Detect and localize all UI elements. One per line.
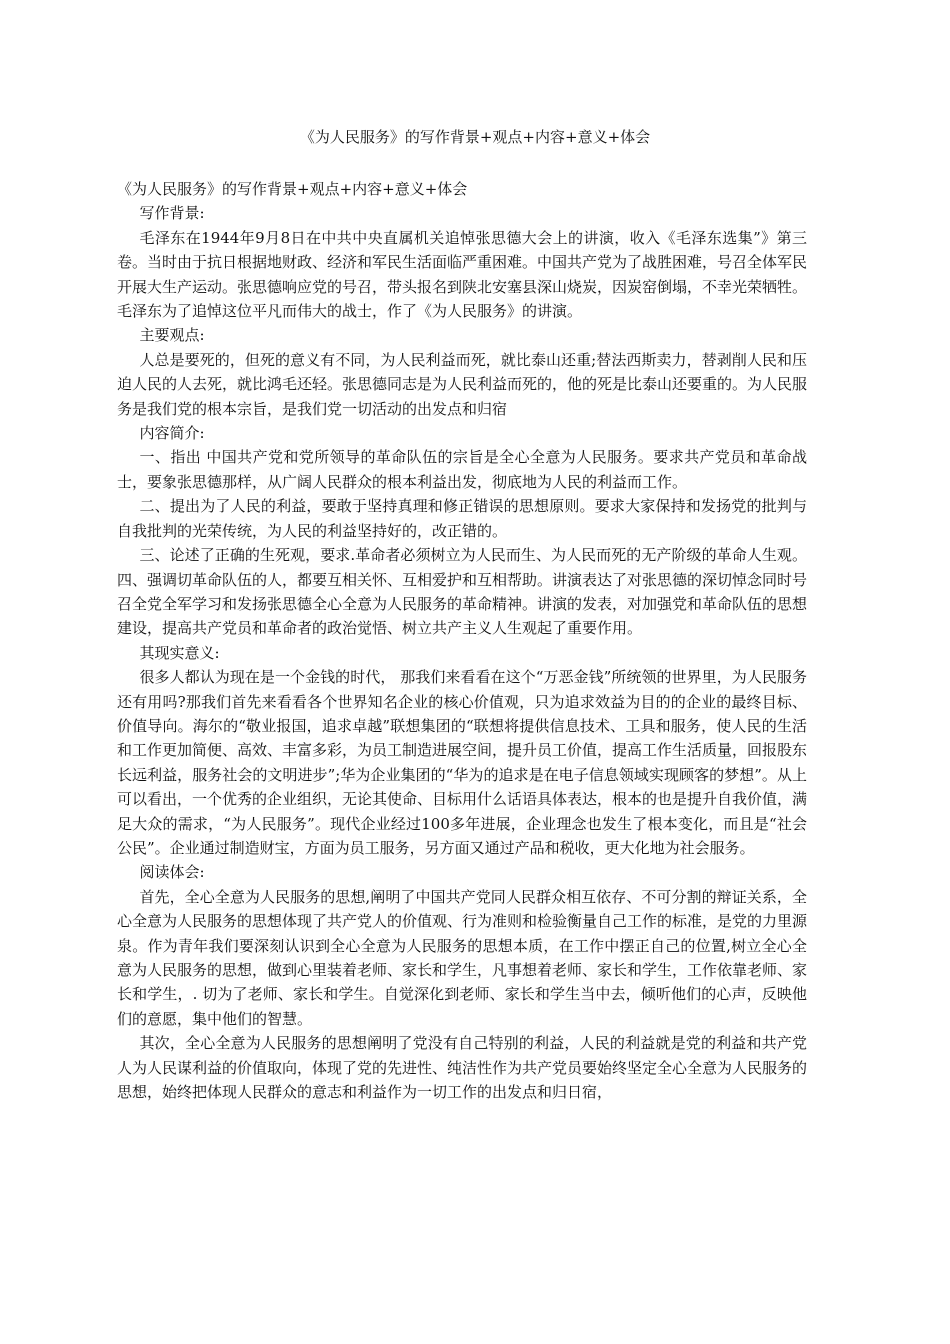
section-heading-main-views: 主要观点: [139,326,205,345]
reflection-paragraph-second: 其次，全心全意为人民服务的思想阐明了党没有自己特别的利益，人民的利益就是党的利益和共产党人为人民谋利益的价值取向，体现了党的先进性、纯洁性作为共产党员要始终坚定全心全意为人民服务的思想，始终把体现人民群众的意志和利益作为一切工作的出发点和归日宿， [117,1034,808,1102]
content-point-three: 三、论述了正确的生死观，要求.革命者必须树立为人民而生、为人民而死的无产阶级的革命人生观。四、强调切革命队伍的人，都要互相关怀、互相爱护和互相帮助。讲演表达了对张思德的深切悼念同时号召全党全军学习和发扬张思德全心全意为人民服务的革命精神。讲演的发表，对加强党和革命队伍的思想建设，提高共产党员和革命者的政治觉悟、树立共产主义人生观起了重要作用。 [117,546,808,638]
section-heading-background: 写作背景: [139,204,205,223]
page-title: 《为人民服务》的写作背景+观点+内容+意义+体会 [299,128,651,146]
background-paragraph: 毛泽东在1944年9月8日在中共中央直属机关追悼张思德大会上的讲演，收入《毛泽东选集”》第三卷。当时由于抗日根据地财政、经济和军民生活面临严重困难。中国共产党为了战胜困难，号召全体军民开展大生产运动。张思德响应党的号召，带头报名到陕北安塞县深山烧炭，因炭窑倒塌，不幸光荣牺牲。毛泽东为了追悼这位平凡而伟大的战士，作了《为人民服务》的讲演。 [117,228,808,321]
significance-paragraph: 很多人都认为现在是一个金钱的时代， 那我们来看看在这个“万恶金钱”所统领的世界里，为人民服务还有用吗?那我们首先来看看各个世界知名企业的核心价值观，只为追求效益为目的的企业的最终目标、价值导向。海尔的“敬业报国，追求卓越”联想集团的“联想将提供信息技术、工具和服务，使人民的生活和工作更加简便、高效、丰富多彩，为员工制造进展空间，提升员工价值，提高工作生活质量，回报股东长远利益，服务社会的文明进步”;华为企业集团的“华为的追求是在电子信息领域实现顾客的梦想”。从上可以看出，一个优秀的企业组织，无论其使命、目标用什么话语具体表达，根本的也是提升自我价值，满足大众的需求，“为人民服务”。现代企业经过100多年进展，企业理念也发生了根本变化，而且是“社会公民”。企业通过制造财宝，方面为员工服务，另方面又通过产品和税收，更大化地为社会服务。 [117,668,808,857]
main-views-paragraph: 人总是要死的，但死的意义有不同，为人民利益而死，就比泰山还重;替法西斯卖力，替剥削人民和压迫人民的人去死，就比鸿毛还轻。张思德同志是为人民利益而死的，他的死是比泰山还要重的。为人民服务是我们党的根本宗旨，是我们党一切活动的出发点和归宿 [117,350,808,418]
content-point-one: 一、指出 中国共产党和党所领导的革命队伍的宗旨是全心全意为人民服务。要求共产党员和革命战士，要象张思德那样，从广阔人民群众的根本利益出发，彻底地为人民的利益而工作。 [117,448,807,491]
section-heading-significance: 其现实意义: [139,643,220,662]
section-heading-content-summary: 内容简介: [139,424,205,443]
reflection-paragraph-first: 首先，全心全意为人民服务的思想,阐明了中国共产党同人民群众相互依存、不可分割的辩证关系，全心全意为人民服务的思想体现了共产党人的价值观、行为准则和检验衡量自己工作的标准，是党的力里源泉。作为青年我们要深刻认识到全心全意为人民服务的思想本质，在工作中摆正自己的位置,树立全心全意为人民服务的思想，做到心里装着老师、家长和学生，凡事想着老师、家长和学生，工作依靠老师、家长和学生，. 切为了老师、家长和学生。自觉深化到老师、家长和学生当中去，倾听他们的心声，反映他们的意愿，集中他们的智慧。 [117,887,808,1028]
section-heading-reflections: 阅读体会: [139,863,205,882]
document-body [117,177,807,1104]
subtitle-paragraph: 《为人民服务》的写作背景+观点+内容+意义+体会 [117,180,468,198]
content-point-two: 二、提出为了人民的利益，要敢于坚持真理和修正错误的思想原则。要求大家保持和发扬党的批判与自我批判的光荣传统，为人民的利益坚持好的，改正错的。 [117,497,807,540]
